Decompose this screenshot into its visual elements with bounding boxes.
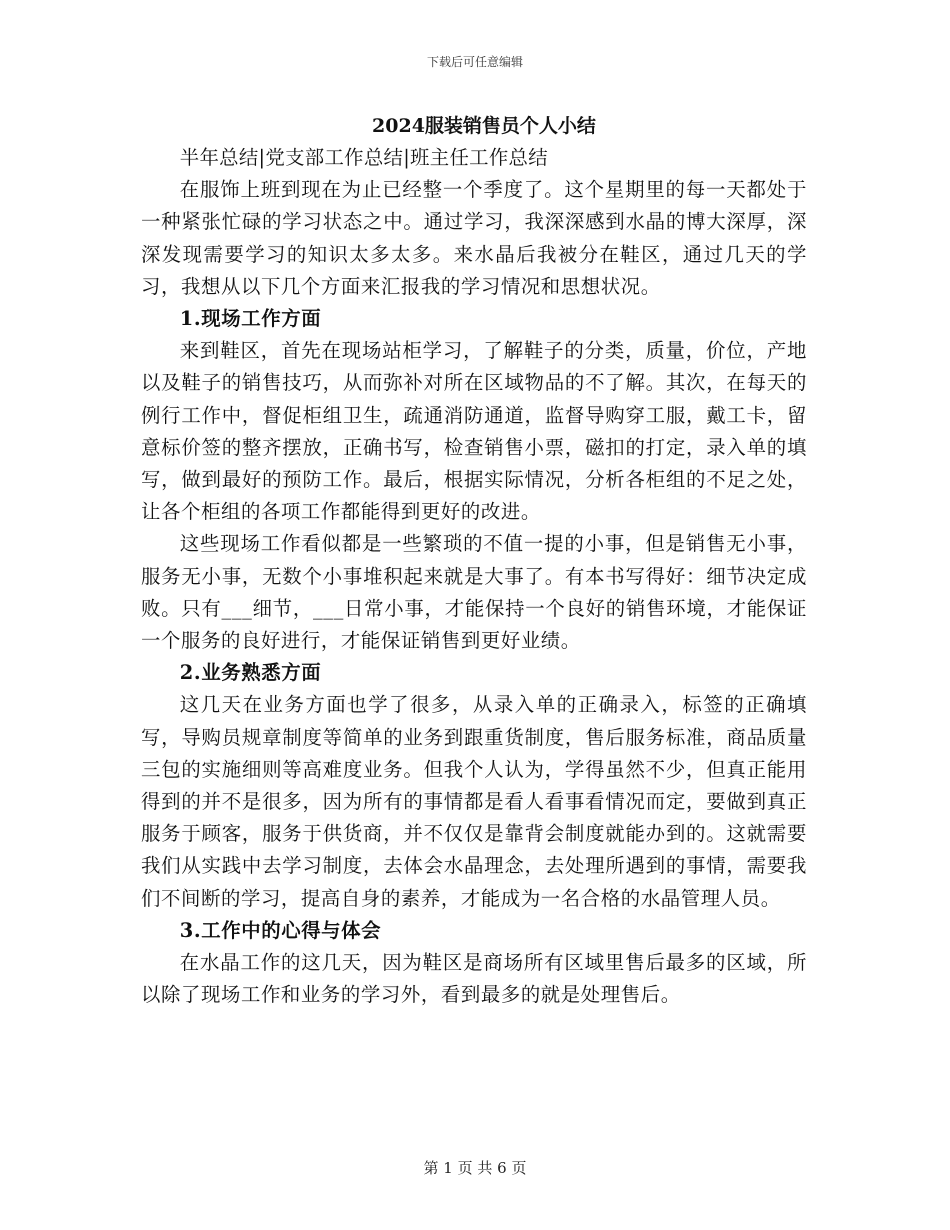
- category-links: 半年总结|党支部工作总结|班主任工作总结: [179, 146, 548, 169]
- document-title: 2024服装销售员个人小结: [372, 115, 596, 137]
- document-body: [141, 112, 807, 1011]
- section-3-heading: 3.工作中的心得与体会: [179, 918, 382, 942]
- page-header-note: 下载后可任意编辑: [426, 55, 523, 69]
- page-footer: 第 1 页 共 6 页: [423, 1159, 527, 1177]
- section-3-paragraph-1: 在水晶工作的这几天，因为鞋区是商场所有区域里售后最多的区域，所以除了现场工作和业务的学习外，看到最多的就是处理售后。: [141, 951, 807, 1007]
- intro-paragraph: 在服饰上班到现在为止已经整一个季度了。这个星期里的每一天都处于一种紧张忙碌的学习状态之中。通过学习，我深深感到水晶的博大深厚，深深发现需要学习的知识太多太多。来水晶后我被分在鞋区，通过几天的学习，我想从以下几个方面来汇报我的学习情况和思想状况。: [141, 178, 807, 298]
- section-1-paragraph-1: 来到鞋区，首先在现场站柜学习，了解鞋子的分类，质量，价位，产地以及鞋子的销售技巧，从而弥补对所在区域物品的不了解。其次，在每天的例行工作中，督促柜组卫生，疏通消防通道，监督导购穿工服，戴工卡，留意标价签的整齐摆放，正确书写，检查销售小票，磁扣的打定，录入单的填写，做到最好的预防工作。最后，根据实际情况，分析各柜组的不足之处，让各个柜组的各项工作都能得到更好的改进。: [141, 339, 807, 524]
- section-1-paragraph-2: 这些现场工作看似都是一些繁琐的不值一提的小事，但是销售无小事，服务无小事，无数个小事堆积起来就是大事了。有本书写得好：细节决定成败。只有___细节，___日常小事，才能保持一个良好的销售环境，才能保证一个服务的良好进行，才能保证销售到更好业绩。: [141, 532, 807, 653]
- section-2-paragraph-1: 这几天在业务方面也学了很多，从录入单的正确录入，标签的正确填写，导购员规章制度等简单的业务到跟重货制度，售后服务标准，商品质量三包的实施细则等高难度业务。但我个人认为，学得虽然不少，但真正能用得到的并不是很多，因为所有的事情都是看人看事看情况而定，要做到真正服务于顾客，服务于供货商，并不仅仅是靠背会制度就能办到的。这就需要我们从实践中去学习制度，去体会水晶理念，去处理所遇到的事情，需要我们不间断的学习，提高自身的素养，才能成为一名合格的水晶管理人员。: [141, 693, 807, 910]
- section-1-heading: 1.现场工作方面: [179, 307, 322, 331]
- section-2-heading: 2.业务熟悉方面: [179, 661, 322, 685]
